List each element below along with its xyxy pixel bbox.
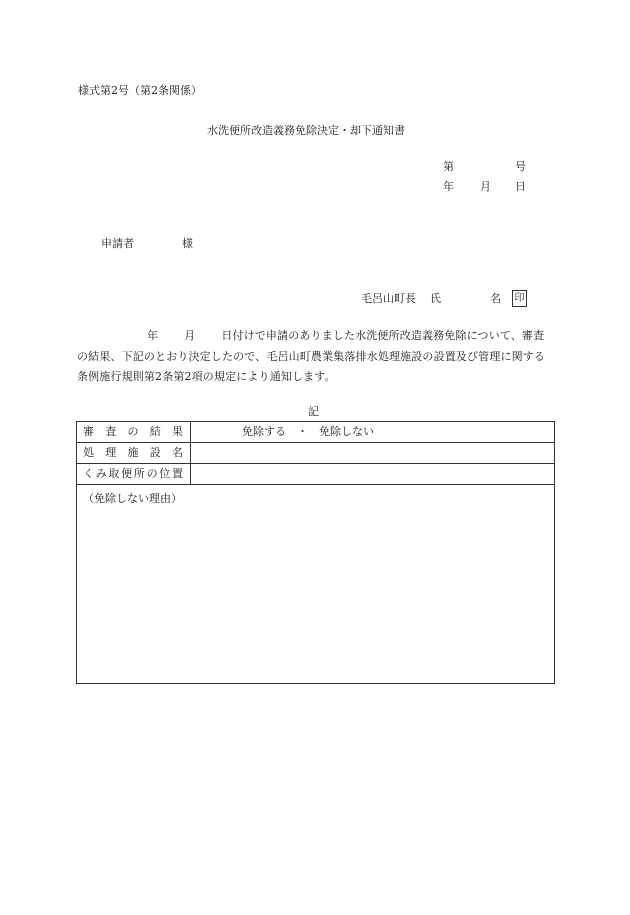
seal-mark: 印 <box>512 290 527 307</box>
date-year: 年 <box>443 180 454 193</box>
column-divider <box>190 443 191 463</box>
doc-number-dai: 第 <box>443 160 454 173</box>
table-row-result <box>77 422 554 443</box>
applicant-label: 申請者 <box>101 237 134 250</box>
reason-label: （免除しない理由） <box>83 492 182 505</box>
row-label-facility: 処理施設名 <box>83 446 183 459</box>
body-year: 年 <box>147 329 159 342</box>
form-number: 様式第2号（第2条関係） <box>78 84 202 97</box>
applicant-honorific: 様 <box>182 237 193 250</box>
table-row-facility <box>77 443 554 464</box>
result-options: 免除する ・ 免除しない <box>242 425 374 438</box>
date-day: 日 <box>515 180 526 193</box>
doc-number-go: 号 <box>515 160 526 173</box>
result-table <box>76 421 555 684</box>
notice-body <box>77 326 553 388</box>
body-text: 日付けで申請のありました水洗便所改造義務免除について、審査の結果、下記のとおり決定したので、毛呂山町農業集落排水処理施設の設置及び管理に関する条例施行規則第2条第2項の規定により通知します。 <box>77 329 546 383</box>
column-divider <box>190 464 191 484</box>
issuer-name-na: 名 <box>490 292 501 305</box>
row-label-result: 審査の結果 <box>83 425 183 438</box>
body-month: 月 <box>184 329 196 342</box>
ki-heading: 記 <box>308 405 319 418</box>
issuer-title: 毛呂山町長 <box>361 292 416 305</box>
row-label-location: くみ取便所の位置 <box>83 467 183 480</box>
issuer-name-shi: 氏 <box>430 292 441 305</box>
table-row-location <box>77 464 554 485</box>
document-title: 水洗便所改造義務免除決定・却下通知書 <box>207 124 405 137</box>
column-divider <box>190 422 191 442</box>
date-month: 月 <box>480 180 491 193</box>
